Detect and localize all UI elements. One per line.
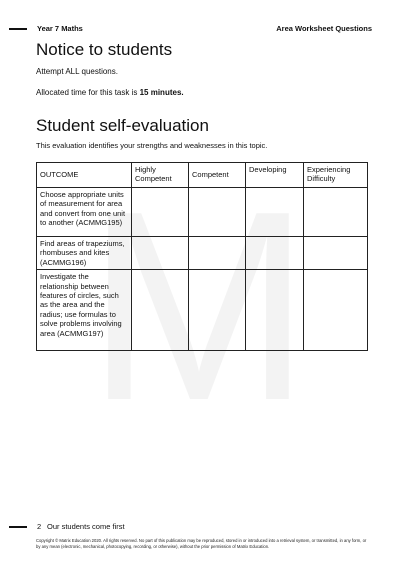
footer-rule <box>9 526 27 528</box>
outcome-cell: Find areas of trapeziums, rhombuses and kites (ACMMG196) <box>37 237 132 270</box>
table-row <box>37 270 368 351</box>
notice-title: Notice to students <box>36 40 173 59</box>
table-row <box>37 237 368 270</box>
outcome-cell: Choose appropriate units of measurement for area and convert from one unit to another (ACMMG195) <box>37 188 132 237</box>
rating-cell-developing[interactable] <box>246 237 304 270</box>
header-worksheet-title: Area Worksheet Questions <box>276 24 372 33</box>
evaluation-intro: This evaluation identifies your strengths and weaknesses in this topic. <box>36 141 268 150</box>
notice-time-value: 15 minutes. <box>139 88 184 97</box>
notice-instruction: Attempt ALL questions. <box>36 67 118 76</box>
rating-cell-experiencing-difficulty[interactable] <box>304 237 368 270</box>
rating-cell-competent[interactable] <box>189 270 246 351</box>
column-header-experiencing-difficulty: Experiencing Difficulty <box>304 163 368 188</box>
rating-cell-developing[interactable] <box>246 270 304 351</box>
table-header-row <box>37 163 368 188</box>
column-header-competent: Competent <box>189 163 246 188</box>
notice-time-prefix: Allocated time for this task is <box>36 88 140 97</box>
rating-cell-competent[interactable] <box>189 237 246 270</box>
rating-cell-experiencing-difficulty[interactable] <box>304 188 368 237</box>
column-header-outcome: OUTCOME <box>37 163 132 188</box>
rating-cell-highly-competent[interactable] <box>132 188 189 237</box>
notice-time <box>36 88 184 97</box>
table-row <box>37 188 368 237</box>
copyright-notice: Copyright © Matrix Education 2020. All rights reserved. No part of this publication may be reproduced, stored in or introduced into a retrieval system, or transmitted, in any form, or by any mean (electronic, mechanical, photocopying, recording, or otherwise), without the prior permission of Matrix Education. <box>36 538 367 549</box>
rating-cell-highly-competent[interactable] <box>132 237 189 270</box>
self-evaluation-table <box>36 162 368 351</box>
rating-cell-highly-competent[interactable] <box>132 270 189 351</box>
rating-cell-competent[interactable] <box>189 188 246 237</box>
column-header-highly-competent: Highly Competent <box>132 163 189 188</box>
header-subject: Year 7 Maths <box>37 24 83 33</box>
page-number: 2 <box>37 522 42 531</box>
rating-cell-developing[interactable] <box>246 188 304 237</box>
outcome-cell: Investigate the relationship between features of circles, such as the area and the radius; use formulas to solve problems involving area (ACMMG197) <box>37 270 132 351</box>
evaluation-title: Student self-evaluation <box>36 116 209 135</box>
header-rule <box>9 28 27 30</box>
column-header-developing: Developing <box>246 163 304 188</box>
footer-tagline: Our students come first <box>47 522 125 531</box>
rating-cell-experiencing-difficulty[interactable] <box>304 270 368 351</box>
